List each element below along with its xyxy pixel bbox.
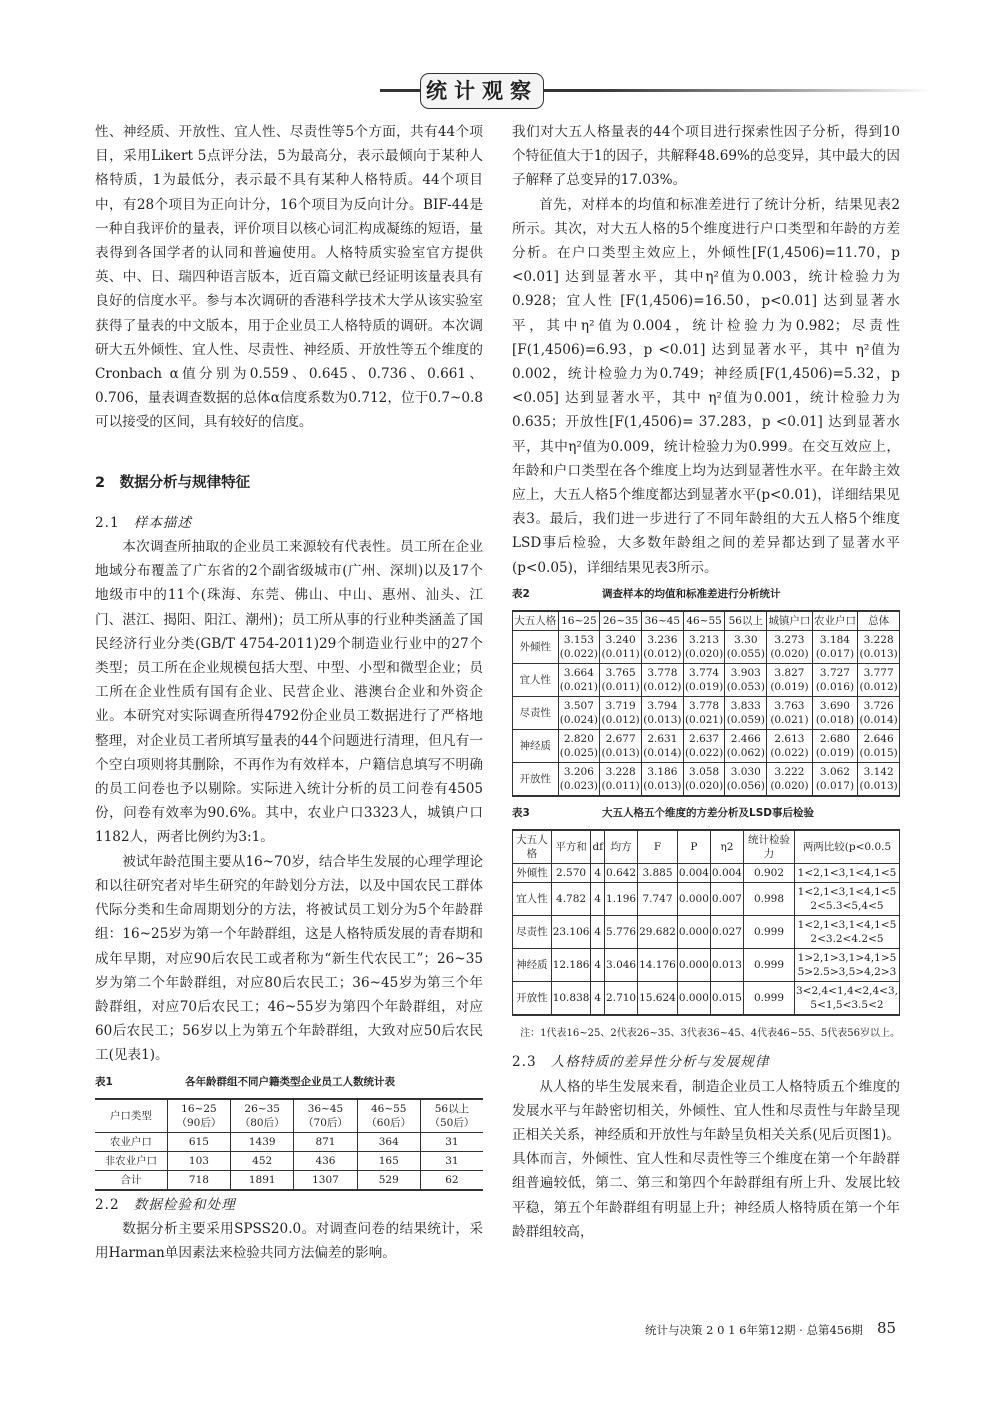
sd-value: (0.022) <box>684 747 724 760</box>
cell <box>725 763 767 797</box>
cell <box>858 763 900 797</box>
paragraph-anova: 首先，对样本的均值和标准差进行了统计分析，结果见表2所示。其次，对大五人格的5个维度进行户口类型和年龄的方差分析。在户口类型主效应上，外倾性[F(1,4506)=11.70，p <0.01] 达到显著水平，其中η²值为0.003，统计检验力为0.928；宜人性 [F(1,4506)=16.50，p<0.01] 达到显著水平，其中η²值为0.004，统计检验力为0.982；尽责性[F(1,4506)=6.93，p <0.01] 达到显著水平，其中 η²值为0.002，统计检验力为0.749；神经质[F(1,4506)=5.32，p <0.05] 达到显著水平，其中 η²值为0.001，统计检验力为0.635；开放性[F(1,4506)= 37.283，p <0.01] 达到显著水平，其中η²值为0.009，统计检验力为0.999。在交互效应上，年龄和户口类型在各个维度上均为达到显著性水平。在年龄主效应上，大五人格5个维度都达到显著水平(p<0.01)，详细结果见表3。最后，我们进一步进行了不同年龄组的大五人格5个维度LSD事后检验，大多数年龄组之间的差异都达到了显著水平 (p<0.05)，详细结果见表3所示。 <box>512 196 900 576</box>
cell-eta: 0.015 <box>710 982 743 1016</box>
cell <box>812 664 858 697</box>
sd-value: (0.013) <box>859 648 898 661</box>
table-row <box>95 1151 483 1170</box>
comparison-line: 1<2,1<3,1<4,1<5 <box>797 886 897 899</box>
mean-value: 3.827 <box>774 667 805 680</box>
sd-value: (0.022) <box>770 747 809 760</box>
table1-col-header: 46~55 （60后） <box>357 1099 420 1133</box>
cell <box>683 664 725 697</box>
cell <box>558 730 600 763</box>
cell-ms: 0.642 <box>605 864 638 883</box>
table1-title: 各年龄群组不同户籍类型企业员工人数统计表 <box>185 1075 395 1088</box>
cell <box>641 664 683 697</box>
paragraph-2-1a: 本次调查所抽取的企业员工来源较有代表性。员工所在企业地域分布覆盖了广东省的2个副省级城市(广州、深圳)以及17个地级市中的11个(珠海、东莞、佛山、中山、惠州、汕头、江门、湛江、揭阳、阳江、潮州)；员工所从事的行业种类涵盖了国民经济行业分类(GB/T 4754-2011)29个制造业行业中的27个类型；员工所在企业规模包括大型、中型、小型和微型企业；员工所在企业性质有国有企业、民营企业、港澳台企业和外资企业。本研究对实际调查所得4792份企业员工数据进行了严格地整理，对企业员工者所填写量表的44个问题进行清理，但凡有一个空白项则将其删除，不再作为有效样本，户籍信息填写不明确的员工问卷也予以剔除。实际进入统计分析的员工问卷有4505份，问卷有效率为90.6%。其中，农业户口3323人，城镇户口1182人，两者比例约为3:1。 <box>95 539 483 846</box>
cell <box>858 730 900 763</box>
table1-corner: 户口类型 <box>109 1109 152 1122</box>
journal-info: 统计与决策 2 0 1 6年第12期 · 总第456期 <box>645 1323 863 1337</box>
sd-value: (0.012) <box>643 681 682 694</box>
mean-value: 3.062 <box>819 766 850 779</box>
mean-value: 3.774 <box>689 667 720 680</box>
sd-value: (0.059) <box>726 714 765 727</box>
mean-value: 3.778 <box>689 700 720 713</box>
cell-trait: 开放性 <box>513 982 552 1016</box>
mean-value: 2.677 <box>605 733 636 746</box>
cell-ss: 10.838 <box>551 982 591 1016</box>
sd-value: (0.020) <box>770 648 809 661</box>
mean-value: 3.273 <box>774 634 805 647</box>
cell: 364 <box>357 1132 420 1151</box>
sd-value: (0.056) <box>726 780 765 793</box>
cell-power: 0.999 <box>743 916 794 949</box>
mean-value: 3.727 <box>819 667 850 680</box>
cell-df: 4 <box>591 883 605 916</box>
cell-power: 0.902 <box>743 864 794 883</box>
mean-value: 2.466 <box>730 733 761 746</box>
table-row <box>513 982 900 1016</box>
cell <box>641 697 683 730</box>
cell <box>767 730 813 763</box>
cell-comparison <box>794 883 899 916</box>
sd-value: (0.062) <box>726 747 765 760</box>
table-row <box>95 1132 483 1151</box>
page-footer <box>645 1319 897 1338</box>
table3-header-row <box>513 830 900 864</box>
cell-eta: 0.027 <box>710 916 743 949</box>
table3-col-header: 大五人格 <box>513 830 552 864</box>
cell-eta: 0.007 <box>710 883 743 916</box>
sd-value: (0.013) <box>643 714 682 727</box>
mean-value: 3.765 <box>605 667 636 680</box>
cell-ss: 12.186 <box>551 949 591 982</box>
table3-col-header: 平方和 <box>551 830 591 864</box>
cell <box>558 697 600 730</box>
mean-value: 3.507 <box>563 700 594 713</box>
sd-value: (0.019) <box>770 681 809 694</box>
mean-value: 3.236 <box>647 634 678 647</box>
row-label: 开放性 <box>513 763 559 797</box>
table2-col-header: 46~55 <box>683 611 725 631</box>
cell <box>858 631 900 664</box>
cell-ms: 1.196 <box>605 883 638 916</box>
mean-value: 3.228 <box>863 634 894 647</box>
cell <box>683 697 725 730</box>
table-row <box>513 664 900 697</box>
subsection-2-3 <box>512 1050 900 1074</box>
cell <box>558 664 600 697</box>
comparison-line: 1<2,1<3,1<4,1<5 <box>797 867 897 880</box>
mean-value: 2.820 <box>563 733 594 746</box>
mean-value: 2.613 <box>774 733 805 746</box>
table-row <box>95 1170 483 1190</box>
sd-value: (0.025) <box>559 747 599 760</box>
sd-value: (0.012) <box>643 648 682 661</box>
sd-value: (0.013) <box>601 747 640 760</box>
cell: 31 <box>420 1151 483 1170</box>
mean-value: 3.30 <box>734 634 758 647</box>
cell-df: 4 <box>591 864 605 883</box>
cell-p: 0.000 <box>677 949 710 982</box>
mean-value: 3.222 <box>774 766 805 779</box>
cell <box>600 631 642 664</box>
cell-df: 4 <box>591 982 605 1016</box>
table2 <box>512 610 900 797</box>
subsection-number: 2.2 <box>95 1196 120 1213</box>
row-label: 外倾性 <box>513 631 559 664</box>
sd-value: (0.020) <box>770 780 809 793</box>
cell-trait: 神经质 <box>513 949 552 982</box>
table2-col-header: 36~45 <box>641 611 683 631</box>
sd-value: (0.021) <box>684 714 724 727</box>
cell-comparison <box>794 949 899 982</box>
cell <box>683 763 725 797</box>
sd-value: (0.013) <box>859 780 898 793</box>
paragraph-2-1b: 被试年龄范围主要从16~70岁，结合毕生发展的心理学理论和以往研究者对毕生研究的年龄划分方法，以及中国农民工群体代际分类和生命周期划分的方法，将被试员工划分为5个年龄群组：16~25岁为第一个年龄群组，这是人格特质发展的青春期和成年早期，对应90后农民工或者称为“新生代农民工”；26~35岁为第二个年龄群组，对应80后农民工；36~45岁为第三个年龄群组，对应70后农民工；46~55岁为第四个年龄群组，对应60后农民工；56岁以上为第五个年龄群组，大致对应50后农民工(见表1)。 <box>95 853 483 1064</box>
cell-ss: 23.106 <box>551 916 591 949</box>
table2-col-header: 农业户口 <box>812 611 858 631</box>
cell <box>858 664 900 697</box>
section-header <box>380 68 992 112</box>
table2-col-header: 26~35 <box>600 611 642 631</box>
cell: 165 <box>357 1151 420 1170</box>
mean-value: 2.680 <box>819 733 850 746</box>
table3-col-header: F <box>638 830 678 864</box>
mean-value: 3.153 <box>563 634 594 647</box>
table3-col-header: 两两比较(p<0.0.5 <box>794 830 899 864</box>
table1-col-header: 16~25 （90后） <box>167 1099 230 1133</box>
cell-trait: 宜人性 <box>513 883 552 916</box>
mean-value: 2.646 <box>863 733 894 746</box>
cell <box>767 631 813 664</box>
sd-value: (0.018) <box>815 714 855 727</box>
table1-col-header: 36~45 （70后） <box>294 1099 357 1133</box>
cell <box>767 763 813 797</box>
table2-col-header: 城镇户口 <box>767 611 813 631</box>
cell-trait: 外倾性 <box>513 864 552 883</box>
cell-f: 14.176 <box>638 949 678 982</box>
cell <box>600 730 642 763</box>
paragraph-2-2: 数据分析主要采用SPSS20.0。对调查问卷的结果统计，采用Harman单因素法来检验共同方法偏差的影响。 <box>95 1220 483 1262</box>
cell <box>767 697 813 730</box>
table-row <box>513 730 900 763</box>
table3-label: 表3 <box>512 807 530 820</box>
cell <box>725 664 767 697</box>
cell <box>767 664 813 697</box>
table2-title: 调查样本的均值和标准差进行分析统计 <box>602 587 781 600</box>
cell-p: 0.004 <box>677 864 710 883</box>
table3-col-header: 统计检验力 <box>743 830 794 864</box>
cell-f: 7.747 <box>638 883 678 916</box>
mean-value: 3.903 <box>730 667 761 680</box>
row-label: 宜人性 <box>513 664 559 697</box>
cell <box>683 631 725 664</box>
sd-value: (0.021) <box>770 714 809 727</box>
cell-df: 4 <box>591 916 605 949</box>
table2-col-header: 16~25 <box>558 611 600 631</box>
table-row <box>513 697 900 730</box>
mean-value: 3.240 <box>605 634 636 647</box>
table3-col-header: df <box>591 830 605 864</box>
table3-caption <box>512 801 900 825</box>
sd-value: (0.020) <box>684 648 724 661</box>
mean-value: 3.058 <box>689 766 720 779</box>
sd-value: (0.012) <box>601 714 640 727</box>
table2-col-header: 总体 <box>858 611 900 631</box>
sd-value: (0.022) <box>559 648 599 661</box>
mean-value: 3.213 <box>689 634 720 647</box>
cell: 31 <box>420 1132 483 1151</box>
subsection-title: 数据检验和处理 <box>133 1196 236 1213</box>
cell-power: 0.999 <box>743 982 794 1016</box>
sd-value: (0.020) <box>684 780 724 793</box>
table3-note: 注：1代表16~25、2代表26~35、3代表36~45、4代表46~55、5代表56岁以上。 <box>520 1028 900 1040</box>
table1-header-row <box>95 1099 483 1133</box>
subsection-number: 2.3 <box>512 1054 537 1071</box>
table-row <box>513 916 900 949</box>
cell <box>725 697 767 730</box>
sd-value: (0.011) <box>601 648 640 661</box>
subsection-2-2 <box>95 1193 483 1217</box>
cell <box>641 763 683 797</box>
mean-value: 3.030 <box>730 766 761 779</box>
sd-value: (0.011) <box>601 780 640 793</box>
mean-value: 3.206 <box>563 766 594 779</box>
cell: 436 <box>294 1151 357 1170</box>
cell-f: 3.885 <box>638 864 678 883</box>
mean-value: 3.719 <box>605 700 636 713</box>
sd-value: (0.015) <box>859 747 898 760</box>
cell-trait: 尽责性 <box>513 916 552 949</box>
section-badge: 统计观察 <box>420 73 544 109</box>
comparison-line: 2<5.3<5,4<5 <box>810 900 884 913</box>
cell <box>812 631 858 664</box>
comparison-line: 1>2,1>3,1>4,1>5 <box>797 952 897 965</box>
mean-value: 3.184 <box>819 634 850 647</box>
cell <box>600 697 642 730</box>
mean-value: 3.142 <box>863 766 894 779</box>
comparison-line: 1<2,1<3,1<4,1<5 <box>797 919 897 932</box>
cell <box>858 697 900 730</box>
cell: 871 <box>294 1132 357 1151</box>
sd-value: (0.023) <box>559 780 599 793</box>
table3 <box>512 829 900 1016</box>
cell-df: 4 <box>591 949 605 982</box>
sd-value: (0.024) <box>559 714 599 727</box>
left-column <box>95 120 483 1265</box>
table3-col-header: η2 <box>710 830 743 864</box>
row-label: 农业户口 <box>109 1135 152 1148</box>
sd-value: (0.017) <box>815 648 855 661</box>
cell <box>641 631 683 664</box>
cell-f: 29.682 <box>638 916 678 949</box>
page-number: 85 <box>877 1319 897 1337</box>
sd-value: (0.013) <box>643 780 682 793</box>
sd-value: (0.021) <box>559 681 599 694</box>
row-label: 非农业户口 <box>104 1154 158 1167</box>
cell-ms: 2.710 <box>605 982 638 1016</box>
sd-value: (0.014) <box>643 747 682 760</box>
cell <box>812 697 858 730</box>
cell: 718 <box>167 1170 230 1190</box>
cell: 1891 <box>231 1170 294 1190</box>
sd-value: (0.012) <box>859 681 898 694</box>
paragraph-intro-cont: 性、神经质、开放性、宜人性、尽责性等5个方面，共有44个项目，采用Likert 5点评分法，5为最高分，表示最倾向于某种人格特质，1为最低分，表示最不具有某种人格特质。44个项目中，有28个项目为正向计分，16个项目为反向计分。BIF-44是一种自我评价的量表，评价项目以核心词汇构成凝练的短语，量表得到各国学者的认同和普遍使用。人格特质实验室官方提供英、中、日、瑞四种语言版本，近百篇文献已经证明该量表具有良好的信度水平。参与本次调研的香港科学技术大学从该实验室获得了量表的中文版本，用于企业员工人格特质的调研。本次调研大五外倾性、宜人性、尽责性、神经质、开放性等五个维度的Cronbach α值分别为0.559、0.645、0.736、0.661、0.706，量表调查数据的总体α信度系数为0.712，位于0.7~0.8可以接受的区间，具有较好的信度。 <box>95 124 483 431</box>
cell <box>812 730 858 763</box>
cell-eta: 0.013 <box>710 949 743 982</box>
sd-value: (0.011) <box>601 681 640 694</box>
cell-ss: 4.782 <box>551 883 591 916</box>
cell-p: 0.000 <box>677 916 710 949</box>
mean-value: 3.778 <box>647 667 678 680</box>
cell <box>725 730 767 763</box>
comparison-line: 5<1,5<3.5<2 <box>810 999 884 1012</box>
table-row <box>513 949 900 982</box>
mean-value: 3.664 <box>563 667 594 680</box>
cell-comparison <box>794 864 899 883</box>
cell-f: 15.624 <box>638 982 678 1016</box>
paragraph-2-3: 从人格的毕生发展来看，制造企业员工人格特质五个维度的发展水平与年龄密切相关，外倾性、宜人性和尽责性与年龄呈现正相关关系，神经质和开放性与年龄呈负相关关系(见后页图1)。具体而言，外倾性、宜人性和尽责性等三个维度在第一个年龄群组普遍较低，第二、第三和第四个年龄群组有所上升、发展比较平稳，第五个年龄群组有明显上升；神经质人格特质在第一个年龄群组较高， <box>512 1078 900 1240</box>
table1-col-header: 26~35 （80后） <box>231 1099 294 1133</box>
mean-value: 3.186 <box>647 766 678 779</box>
cell <box>600 763 642 797</box>
sd-value: (0.014) <box>859 714 898 727</box>
cell <box>641 730 683 763</box>
cell: 62 <box>420 1170 483 1190</box>
table1-col-header: 56以上 （50后） <box>420 1099 483 1133</box>
table3-title: 大五人格五个维度的方差分析及LSD事后检验 <box>602 807 814 820</box>
mean-value: 3.763 <box>774 700 805 713</box>
cell: 103 <box>167 1151 230 1170</box>
subsection-title: 样本描述 <box>133 514 192 531</box>
row-label: 合计 <box>120 1173 142 1186</box>
mean-value: 3.777 <box>863 667 894 680</box>
cell-ms: 3.046 <box>605 949 638 982</box>
cell <box>725 631 767 664</box>
table-row <box>513 864 900 883</box>
table-row <box>513 763 900 797</box>
mean-value: 3.726 <box>863 700 894 713</box>
sd-value: (0.019) <box>815 747 855 760</box>
cell-power: 0.998 <box>743 883 794 916</box>
mean-value: 3.833 <box>730 700 761 713</box>
cell <box>600 664 642 697</box>
mean-value: 3.228 <box>605 766 636 779</box>
cell <box>558 763 600 797</box>
cell-eta: 0.004 <box>710 864 743 883</box>
mean-value: 2.631 <box>647 733 678 746</box>
section-2-title: 2 数据分析与规律特征 <box>95 474 251 491</box>
table2-header-row <box>513 611 900 631</box>
mean-value: 3.690 <box>819 700 850 713</box>
mean-value: 3.794 <box>647 700 678 713</box>
sd-value: (0.019) <box>684 681 724 694</box>
right-column <box>512 120 900 1244</box>
cell <box>683 730 725 763</box>
row-label: 尽责性 <box>513 697 559 730</box>
table3-col-header: P <box>677 830 710 864</box>
table-row <box>513 631 900 664</box>
cell: 615 <box>167 1132 230 1151</box>
subsection-number: 2.1 <box>95 514 120 531</box>
table3-col-header: 均方 <box>605 830 638 864</box>
comparison-line: 3<2,4<1,4<2,4<3, <box>795 985 898 998</box>
sd-value: (0.017) <box>815 780 855 793</box>
table2-label: 表2 <box>512 587 530 600</box>
cell-power: 0.999 <box>743 949 794 982</box>
paragraph-factor: 我们对大五人格量表的44个项目进行探索性因子分析，得到10个特征值大于1的因子，共解释48.69%的总变异，其中最大的因子解释了总变异的17.03%。 <box>512 124 900 189</box>
cell-ss: 2.570 <box>551 864 591 883</box>
sd-value: (0.016) <box>815 681 855 694</box>
sd-value: (0.053) <box>726 681 765 694</box>
table1-caption <box>95 1070 483 1094</box>
cell: 1439 <box>231 1132 294 1151</box>
table-row <box>513 883 900 916</box>
table1-label: 表1 <box>95 1075 113 1088</box>
cell <box>812 763 858 797</box>
row-label: 神经质 <box>513 730 559 763</box>
subsection-2-1 <box>95 511 483 535</box>
cell-p: 0.000 <box>677 982 710 1016</box>
cell: 1307 <box>294 1170 357 1190</box>
table2-col-header: 大五人格 <box>513 611 559 631</box>
cell-comparison <box>794 982 899 1016</box>
table1 <box>95 1098 483 1191</box>
comparison-line: 5>2.5>3,5>4,2>3 <box>797 966 897 979</box>
cell-comparison <box>794 916 899 949</box>
subsection-title: 人格特质的差异性分析与发展规律 <box>550 1054 770 1071</box>
mean-value: 2.637 <box>689 733 720 746</box>
cell: 529 <box>357 1170 420 1190</box>
table2-caption <box>512 582 900 606</box>
cell-ms: 5.776 <box>605 916 638 949</box>
cell: 452 <box>231 1151 294 1170</box>
table2-col-header: 56以上 <box>725 611 767 631</box>
cell-p: 0.000 <box>677 883 710 916</box>
cell <box>558 631 600 664</box>
comparison-line: 2<3.2<4.2<5 <box>810 933 884 946</box>
sd-value: (0.055) <box>726 648 765 661</box>
